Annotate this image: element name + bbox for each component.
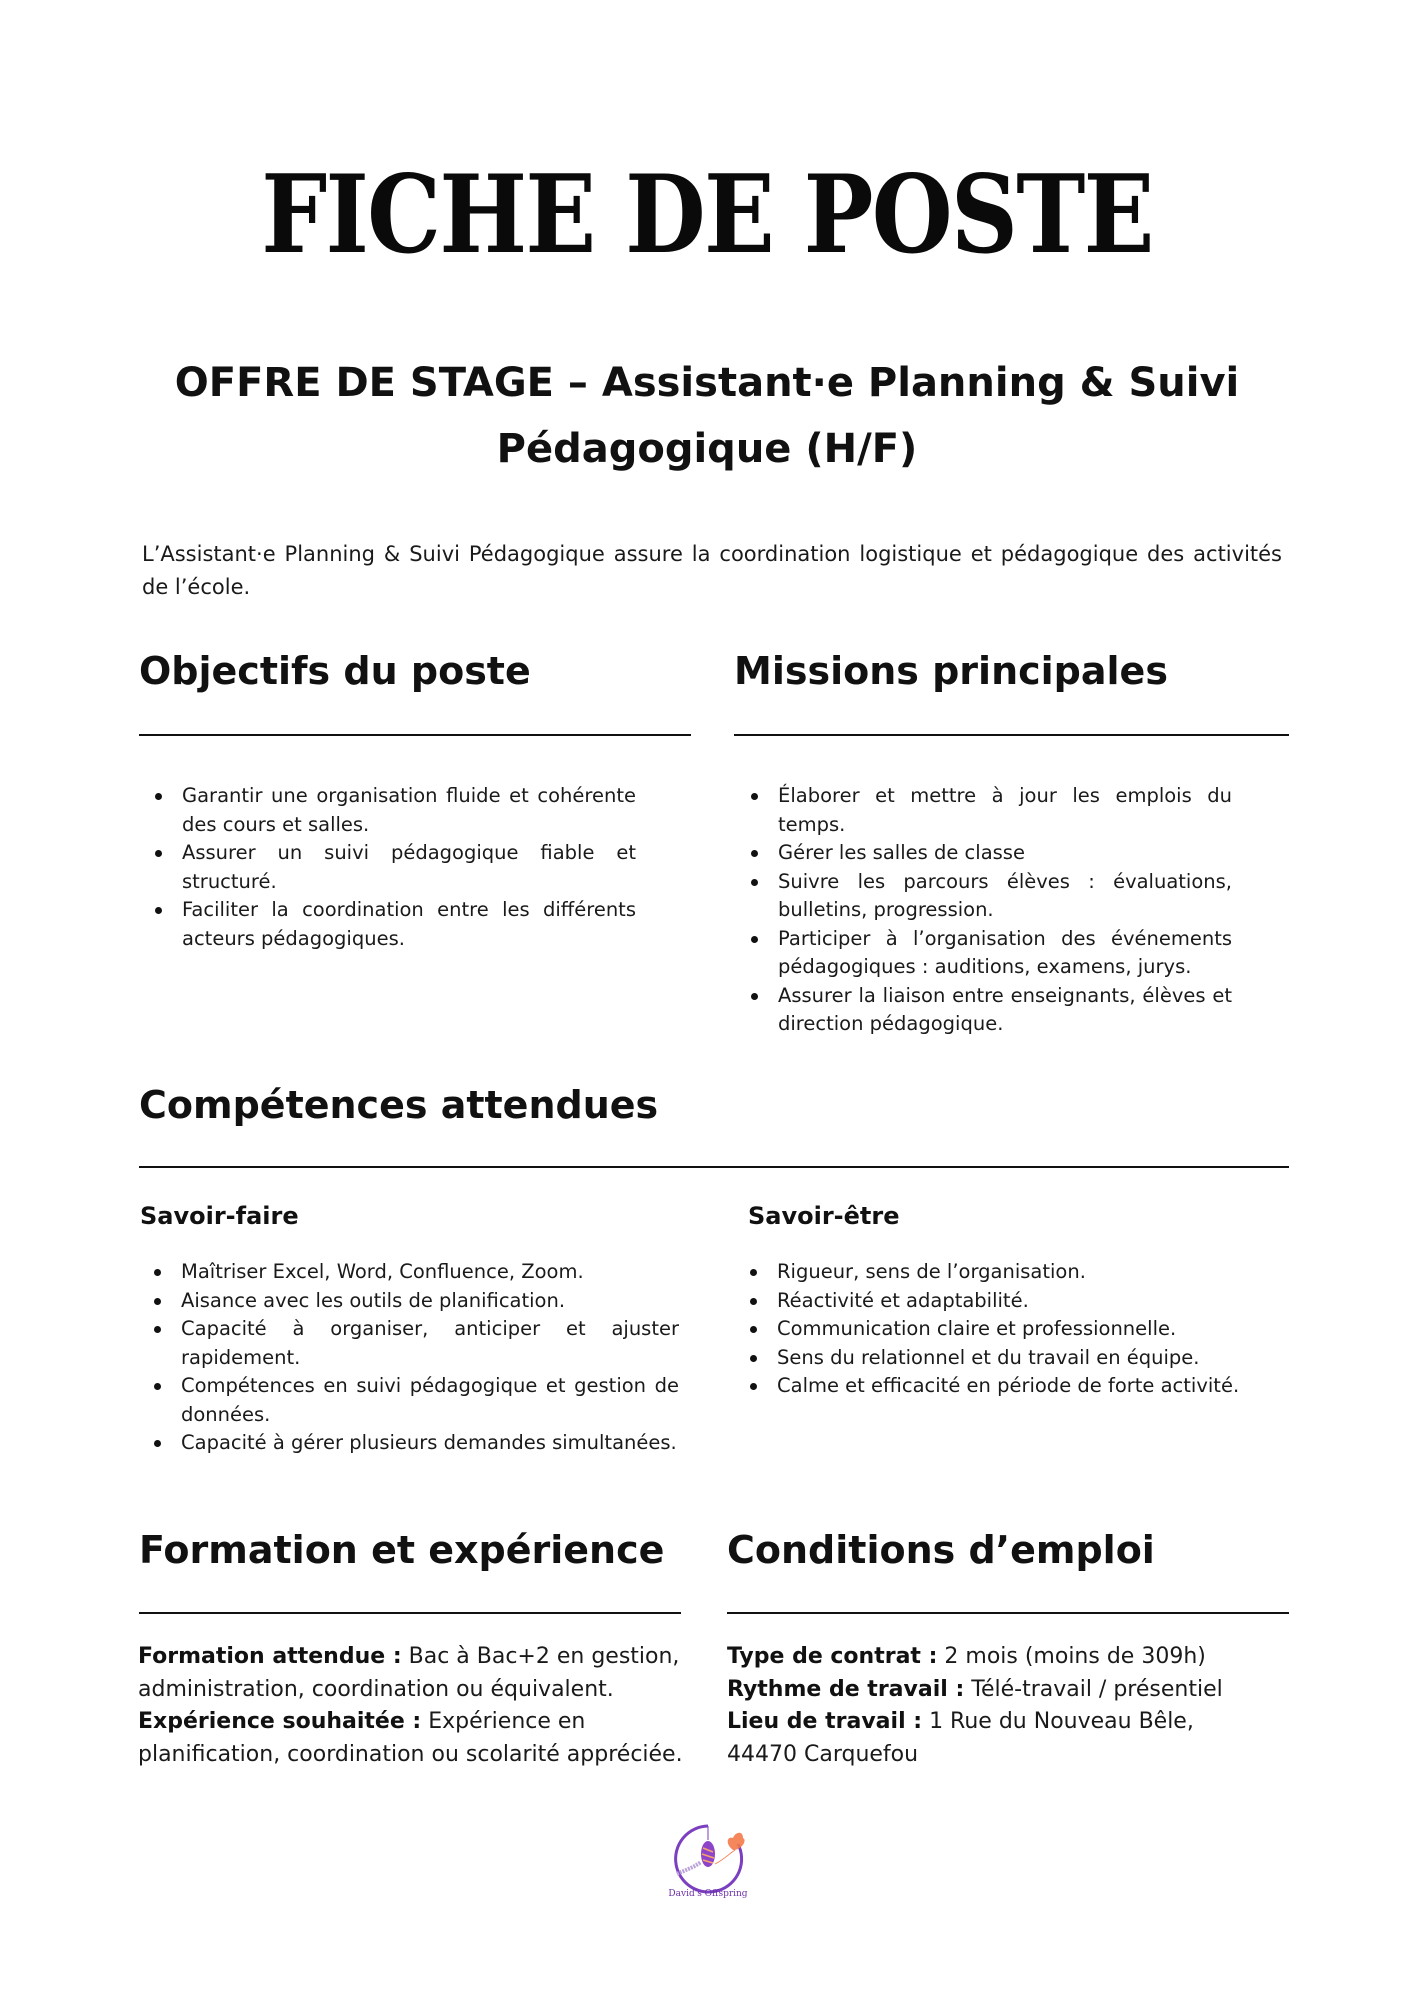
bullet-icon: [154, 1440, 161, 1447]
list-item: Faciliter la coordination entre les différents acteurs pédagogiques.: [146, 896, 636, 953]
bullet-icon: [155, 907, 162, 914]
logo-text: David's Offspring: [668, 1889, 748, 1899]
bullet-icon: [155, 793, 162, 800]
bullet-icon: [154, 1383, 161, 1390]
list-item: Maîtriser Excel, Word, Confluence, Zoom.: [145, 1258, 679, 1287]
savoir-etre-list: [741, 1258, 1286, 1401]
divider-missions: [734, 734, 1289, 736]
bullet-icon: [751, 793, 758, 800]
rythme-de-travail: Rythme de travail : Télé-travail / présentiel: [727, 1676, 1223, 1702]
missions-list: [742, 782, 1232, 1039]
conditions-block: [727, 1641, 1267, 1771]
bullet-icon: [750, 1355, 757, 1362]
section-title-competences: Compétences attendues: [139, 1083, 659, 1127]
list-item: Gérer les salles de classe: [742, 839, 1232, 868]
bullet-icon: [154, 1298, 161, 1305]
list-item: Sens du relationnel et du travail en équipe.: [741, 1344, 1286, 1373]
subsection-title-savoir-etre: Savoir-être: [748, 1202, 900, 1230]
bullet-icon: [751, 850, 758, 857]
list-item: Garantir une organisation fluide et cohérente des cours et salles.: [146, 782, 636, 839]
bullet-icon: [750, 1326, 757, 1333]
type-de-contrat: Type de contrat : 2 mois (moins de 309h): [727, 1644, 1206, 1669]
page-title: FICHE DE POSTE: [261, 152, 1153, 278]
savoir-faire-list: [145, 1258, 679, 1458]
section-title-objectifs: Objectifs du poste: [139, 649, 531, 693]
bullet-icon: [751, 936, 758, 943]
list-item: Aisance avec les outils de planification.: [145, 1287, 679, 1316]
bullet-icon: [154, 1269, 161, 1276]
divider-objectifs: [139, 734, 691, 736]
bullet-icon: [750, 1269, 757, 1276]
divider-formation: [139, 1612, 681, 1614]
list-item: Capacité à gérer plusieurs demandes simultanées.: [145, 1429, 679, 1458]
divider-competences: [139, 1166, 1289, 1168]
formation-attendue: Formation attendue : Bac à Bac+2 en gestion, administration, coordination ou équivalent.: [138, 1644, 680, 1702]
section-title-formation: Formation et expérience: [139, 1528, 665, 1572]
objectifs-list: [146, 782, 636, 953]
list-item: Communication claire et professionnelle.: [741, 1315, 1286, 1344]
list-item: Calme et efficacité en période de forte activité.: [741, 1372, 1286, 1401]
list-item: Capacité à organiser, anticiper et ajuster rapidement.: [145, 1315, 679, 1372]
bullet-icon: [750, 1383, 757, 1390]
list-item: Rigueur, sens de l’organisation.: [741, 1258, 1286, 1287]
section-title-conditions: Conditions d’emploi: [727, 1528, 1155, 1572]
list-item: Suivre les parcours élèves : évaluations, bulletins, progression.: [742, 868, 1232, 925]
list-item: Assurer la liaison entre enseignants, élèves et direction pédagogique.: [742, 982, 1232, 1039]
bullet-icon: [154, 1326, 161, 1333]
bullet-icon: [155, 850, 162, 857]
subtitle-line-1: OFFRE DE STAGE – Assistant·e Planning & Suivi: [174, 360, 1240, 406]
bullet-icon: [751, 879, 758, 886]
formation-block: [138, 1641, 698, 1771]
intro-paragraph: L’Assistant·e Planning & Suivi Pédagogique assure la coordination logistique et pédagogique des activités de l’école.: [142, 542, 1282, 599]
subsection-title-savoir-faire: Savoir-faire: [140, 1202, 299, 1230]
list-item: Assurer un suivi pédagogique fiable et structuré.: [146, 839, 636, 896]
subtitle-line-2: Pédagogique (H/F): [496, 426, 918, 472]
lieu-de-travail: Lieu de travail : 1 Rue du Nouveau Bêle, 44470 Carquefou: [727, 1709, 1194, 1767]
list-item: Compétences en suivi pédagogique et gestion de données.: [145, 1372, 679, 1429]
job-subtitle: [140, 350, 1274, 482]
bullet-icon: [751, 993, 758, 1000]
list-item: Participer à l’organisation des événements pédagogiques : auditions, examens, jurys.: [742, 925, 1232, 982]
section-title-missions: Missions principales: [734, 649, 1168, 693]
divider-conditions: [727, 1612, 1289, 1614]
experience-souhaitee: Expérience souhaitée : Expérience en planification, coordination ou scolarité appréciée.: [138, 1709, 683, 1767]
butterfly-logo-icon: [663, 1822, 753, 1918]
list-item: Élaborer et mettre à jour les emplois du temps.: [742, 782, 1232, 839]
list-item: Réactivité et adaptabilité.: [741, 1287, 1286, 1316]
bullet-icon: [750, 1298, 757, 1305]
